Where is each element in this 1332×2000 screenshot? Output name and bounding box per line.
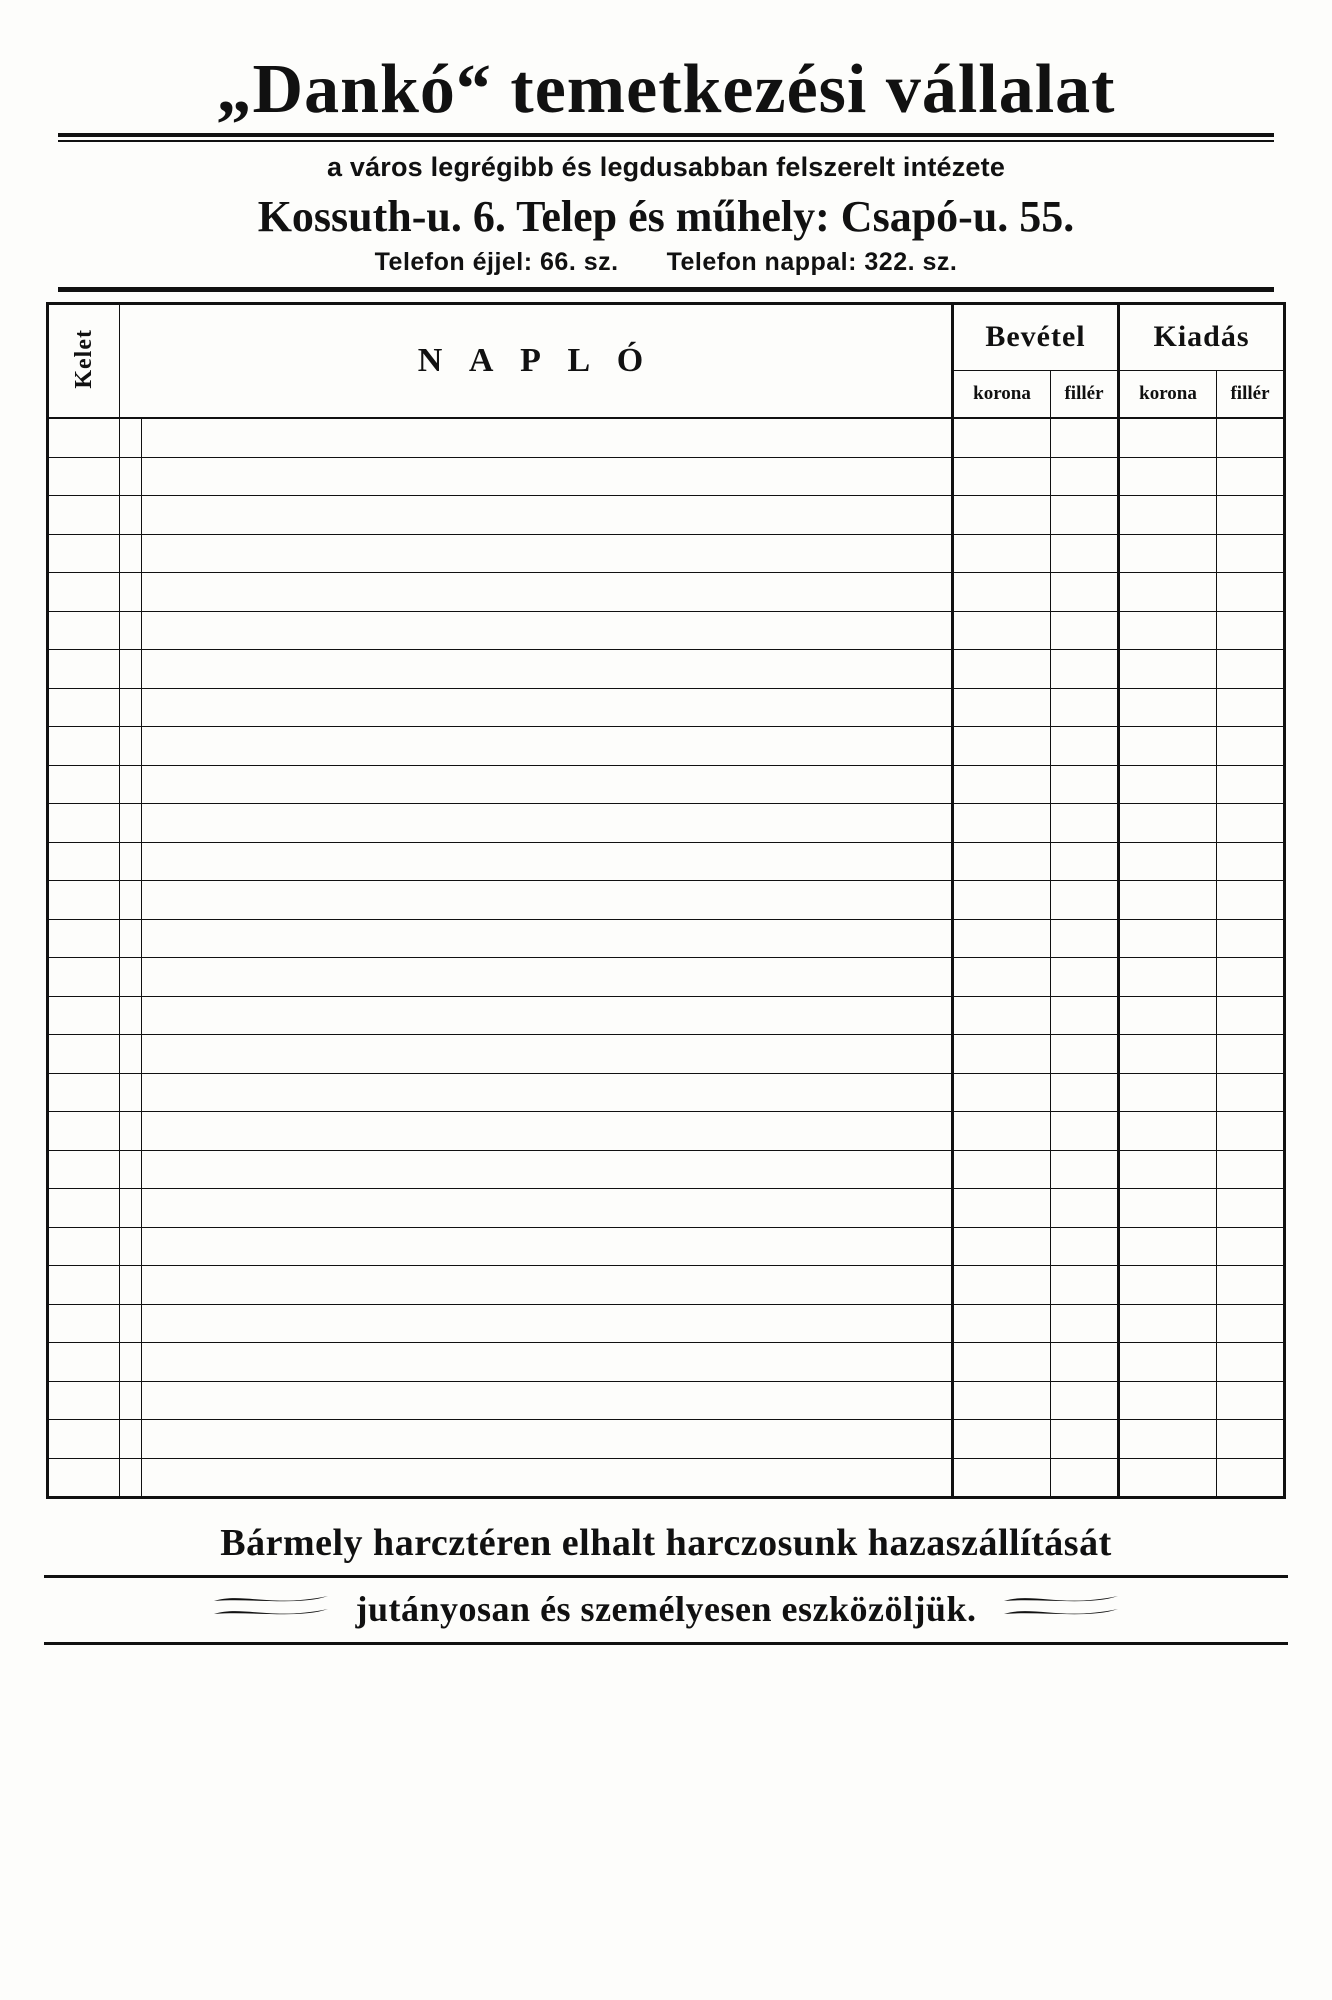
cell-expense-filler[interactable]	[1217, 1073, 1285, 1112]
cell-income-korona[interactable]	[953, 688, 1051, 727]
cell-expense-korona[interactable]	[1119, 611, 1217, 650]
cell-date[interactable]	[48, 1304, 120, 1343]
cell-journal[interactable]	[142, 1458, 953, 1498]
cell-date[interactable]	[48, 457, 120, 496]
cell-income-filler[interactable]	[1051, 1266, 1119, 1305]
cell-income-filler[interactable]	[1051, 1420, 1119, 1459]
footer-slogan	[44, 1521, 1288, 1645]
cell-income-korona[interactable]	[953, 881, 1051, 920]
cell-expense-korona[interactable]	[1119, 688, 1217, 727]
cell-date[interactable]	[48, 1458, 120, 1498]
cell-expense-korona[interactable]	[1119, 534, 1217, 573]
cell-date[interactable]	[48, 727, 120, 766]
cell-marker[interactable]	[120, 727, 142, 766]
cell-expense-korona[interactable]	[1119, 842, 1217, 881]
cell-income-korona[interactable]	[953, 842, 1051, 881]
cell-expense-korona[interactable]	[1119, 881, 1217, 920]
cell-marker[interactable]	[120, 1304, 142, 1343]
cell-expense-korona[interactable]	[1119, 804, 1217, 843]
cell-date[interactable]	[48, 958, 120, 997]
cell-income-filler[interactable]	[1051, 1035, 1119, 1074]
table-row[interactable]	[48, 1189, 1285, 1228]
cell-income-korona[interactable]	[953, 1458, 1051, 1498]
cell-income-filler[interactable]	[1051, 996, 1119, 1035]
table-row[interactable]	[48, 611, 1285, 650]
cell-expense-filler[interactable]	[1217, 1381, 1285, 1420]
cell-marker[interactable]	[120, 1189, 142, 1228]
cell-expense-filler[interactable]	[1217, 958, 1285, 997]
table-row[interactable]	[48, 842, 1285, 881]
cell-journal[interactable]	[142, 650, 953, 689]
cell-income-filler[interactable]	[1051, 573, 1119, 612]
cell-marker[interactable]	[120, 996, 142, 1035]
cell-journal[interactable]	[142, 1112, 953, 1151]
cell-marker[interactable]	[120, 881, 142, 920]
table-row[interactable]	[48, 534, 1285, 573]
table-row[interactable]	[48, 1227, 1285, 1266]
table-row[interactable]	[48, 804, 1285, 843]
table-row[interactable]	[48, 1035, 1285, 1074]
cell-date[interactable]	[48, 1112, 120, 1151]
cell-expense-filler[interactable]	[1217, 881, 1285, 920]
cell-expense-filler[interactable]	[1217, 688, 1285, 727]
phone-numbers	[52, 248, 1280, 277]
cell-income-korona[interactable]	[953, 765, 1051, 804]
cell-income-filler[interactable]	[1051, 1458, 1119, 1498]
cell-income-filler[interactable]	[1051, 842, 1119, 881]
cell-expense-filler[interactable]	[1217, 650, 1285, 689]
cell-journal[interactable]	[142, 1420, 953, 1459]
cell-journal[interactable]	[142, 457, 953, 496]
cell-expense-korona[interactable]	[1119, 1073, 1217, 1112]
cell-expense-korona[interactable]	[1119, 1035, 1217, 1074]
table-row[interactable]	[48, 996, 1285, 1035]
cell-income-filler[interactable]	[1051, 457, 1119, 496]
cell-expense-korona[interactable]	[1119, 1150, 1217, 1189]
table-row[interactable]	[48, 650, 1285, 689]
cell-expense-filler[interactable]	[1217, 996, 1285, 1035]
table-row[interactable]	[48, 727, 1285, 766]
cell-date[interactable]	[48, 1343, 120, 1382]
table-row[interactable]	[48, 1381, 1285, 1420]
phone-night: Telefon éjjel: 66. sz.	[374, 248, 619, 276]
cell-expense-korona[interactable]	[1119, 1343, 1217, 1382]
cell-date[interactable]	[48, 611, 120, 650]
cell-journal[interactable]	[142, 611, 953, 650]
cell-marker[interactable]	[120, 919, 142, 958]
cell-expense-korona[interactable]	[1119, 1227, 1217, 1266]
cell-income-korona[interactable]	[953, 650, 1051, 689]
table-row[interactable]	[48, 919, 1285, 958]
cell-income-korona[interactable]	[953, 919, 1051, 958]
cell-expense-filler[interactable]	[1217, 496, 1285, 535]
cell-income-korona[interactable]	[953, 1343, 1051, 1382]
cell-expense-filler[interactable]	[1217, 1266, 1285, 1305]
cell-journal[interactable]	[142, 1189, 953, 1228]
cell-marker[interactable]	[120, 1458, 142, 1498]
table-row[interactable]	[48, 573, 1285, 612]
cell-expense-korona[interactable]	[1119, 457, 1217, 496]
cell-expense-filler[interactable]	[1217, 418, 1285, 457]
cell-income-filler[interactable]	[1051, 958, 1119, 997]
cell-expense-filler[interactable]	[1217, 1304, 1285, 1343]
cell-marker[interactable]	[120, 765, 142, 804]
cell-expense-korona[interactable]	[1119, 573, 1217, 612]
cell-income-filler[interactable]	[1051, 1343, 1119, 1382]
cell-journal[interactable]	[142, 1343, 953, 1382]
cell-income-filler[interactable]	[1051, 534, 1119, 573]
cell-journal[interactable]	[142, 881, 953, 920]
cell-expense-filler[interactable]	[1217, 765, 1285, 804]
cell-date[interactable]	[48, 1381, 120, 1420]
column-header-journal: N A P L Ó	[120, 304, 953, 419]
cell-income-filler[interactable]	[1051, 496, 1119, 535]
cell-marker[interactable]	[120, 611, 142, 650]
cell-expense-filler[interactable]	[1217, 611, 1285, 650]
column-header-expense: Kiadás	[1119, 304, 1285, 371]
cell-income-filler[interactable]	[1051, 804, 1119, 843]
cell-expense-korona[interactable]	[1119, 958, 1217, 997]
cell-expense-filler[interactable]	[1217, 534, 1285, 573]
cell-date[interactable]	[48, 418, 120, 457]
cell-expense-filler[interactable]	[1217, 1150, 1285, 1189]
cell-date[interactable]	[48, 1189, 120, 1228]
cell-journal[interactable]	[142, 919, 953, 958]
table-row[interactable]	[48, 1343, 1285, 1382]
cell-expense-filler[interactable]	[1217, 1227, 1285, 1266]
cell-expense-filler[interactable]	[1217, 842, 1285, 881]
column-header-date: Kelet	[48, 304, 120, 419]
cell-income-korona[interactable]	[953, 958, 1051, 997]
cell-expense-filler[interactable]	[1217, 1343, 1285, 1382]
cell-expense-korona[interactable]	[1119, 650, 1217, 689]
cell-income-filler[interactable]	[1051, 1112, 1119, 1151]
table-row[interactable]	[48, 1112, 1285, 1151]
cell-income-korona[interactable]	[953, 1227, 1051, 1266]
cell-expense-korona[interactable]	[1119, 1266, 1217, 1305]
cell-income-filler[interactable]	[1051, 919, 1119, 958]
cell-expense-korona[interactable]	[1119, 418, 1217, 457]
cell-income-korona[interactable]	[953, 534, 1051, 573]
cell-journal[interactable]	[142, 1227, 953, 1266]
cell-income-korona[interactable]	[953, 804, 1051, 843]
company-subtitle: a város legrégibb és legdusabban felszerelt intézete	[326, 152, 1006, 182]
table-row[interactable]	[48, 418, 1285, 457]
cell-journal[interactable]	[142, 765, 953, 804]
cell-marker[interactable]	[120, 573, 142, 612]
cell-income-filler[interactable]	[1051, 1381, 1119, 1420]
cell-journal[interactable]	[142, 496, 953, 535]
cell-journal[interactable]	[142, 1035, 953, 1074]
table-row[interactable]	[48, 457, 1285, 496]
cell-expense-korona[interactable]	[1119, 1381, 1217, 1420]
unit-header-income-korona: korona	[953, 370, 1051, 418]
cell-expense-filler[interactable]	[1217, 1035, 1285, 1074]
cell-expense-filler[interactable]	[1217, 1189, 1285, 1228]
company-title: „Dankó“ temetkezési vállalat	[216, 51, 1116, 128]
footer-line-1: Bármely harcztéren elhalt harczosunk hazaszállítását	[220, 1522, 1112, 1564]
ornament-right-icon	[1002, 1590, 1120, 1629]
cell-expense-filler[interactable]	[1217, 1420, 1285, 1459]
cell-income-korona[interactable]	[953, 611, 1051, 650]
cell-date[interactable]	[48, 1073, 120, 1112]
cell-date[interactable]	[48, 804, 120, 843]
cell-journal[interactable]	[142, 1266, 953, 1305]
cell-date[interactable]	[48, 496, 120, 535]
cell-marker[interactable]	[120, 842, 142, 881]
unit-header-expense-korona: korona	[1119, 370, 1217, 418]
cell-expense-filler[interactable]	[1217, 727, 1285, 766]
cell-income-filler[interactable]	[1051, 881, 1119, 920]
cell-date[interactable]	[48, 534, 120, 573]
cell-expense-korona[interactable]	[1119, 1304, 1217, 1343]
table-row[interactable]	[48, 1304, 1285, 1343]
cell-marker[interactable]	[120, 496, 142, 535]
ornament-left-icon	[212, 1590, 330, 1629]
cell-income-korona[interactable]	[953, 727, 1051, 766]
cell-expense-filler[interactable]	[1217, 919, 1285, 958]
cell-income-filler[interactable]	[1051, 1227, 1119, 1266]
cell-journal[interactable]	[142, 842, 953, 881]
cell-income-korona[interactable]	[953, 1381, 1051, 1420]
cell-journal[interactable]	[142, 1073, 953, 1112]
footer-divider-bottom	[44, 1642, 1288, 1645]
cell-date[interactable]	[48, 573, 120, 612]
cell-income-filler[interactable]	[1051, 1150, 1119, 1189]
cell-income-filler[interactable]	[1051, 727, 1119, 766]
cell-income-korona[interactable]	[953, 1150, 1051, 1189]
cell-income-filler[interactable]	[1051, 650, 1119, 689]
cell-date[interactable]	[48, 1266, 120, 1305]
table-row[interactable]	[48, 1420, 1285, 1459]
cell-income-korona[interactable]	[953, 1073, 1051, 1112]
table-row[interactable]	[48, 958, 1285, 997]
cell-income-korona[interactable]	[953, 573, 1051, 612]
cell-income-filler[interactable]	[1051, 765, 1119, 804]
table-row[interactable]	[48, 1458, 1285, 1498]
cell-expense-korona[interactable]	[1119, 1112, 1217, 1151]
cell-date[interactable]	[48, 996, 120, 1035]
table-row[interactable]	[48, 881, 1285, 920]
cell-marker[interactable]	[120, 418, 142, 457]
cell-expense-korona[interactable]	[1119, 1189, 1217, 1228]
letterhead	[0, 0, 1332, 292]
cell-expense-filler[interactable]	[1217, 1458, 1285, 1498]
cell-income-filler[interactable]	[1051, 1304, 1119, 1343]
cell-date[interactable]	[48, 1227, 120, 1266]
cell-marker[interactable]	[120, 688, 142, 727]
cell-journal[interactable]	[142, 1304, 953, 1343]
cell-marker[interactable]	[120, 1112, 142, 1151]
ledger-table	[46, 302, 1286, 1499]
cell-income-korona[interactable]	[953, 418, 1051, 457]
cell-income-filler[interactable]	[1051, 688, 1119, 727]
cell-journal[interactable]	[142, 958, 953, 997]
cell-expense-korona[interactable]	[1119, 1458, 1217, 1498]
cell-marker[interactable]	[120, 1035, 142, 1074]
cell-marker[interactable]	[120, 1381, 142, 1420]
cell-marker[interactable]	[120, 1150, 142, 1189]
cell-marker[interactable]	[120, 534, 142, 573]
header-divider-heavy	[58, 287, 1274, 292]
cell-income-korona[interactable]	[953, 457, 1051, 496]
cell-date[interactable]	[48, 1420, 120, 1459]
cell-date[interactable]	[48, 650, 120, 689]
ledger-header	[48, 304, 1285, 419]
cell-income-filler[interactable]	[1051, 1189, 1119, 1228]
cell-date[interactable]	[48, 765, 120, 804]
cell-journal[interactable]	[142, 1381, 953, 1420]
cell-date[interactable]	[48, 1035, 120, 1074]
table-row[interactable]	[48, 1150, 1285, 1189]
cell-journal[interactable]	[142, 996, 953, 1035]
cell-journal[interactable]	[142, 727, 953, 766]
cell-marker[interactable]	[120, 1420, 142, 1459]
cell-date[interactable]	[48, 919, 120, 958]
cell-marker[interactable]	[120, 650, 142, 689]
company-address: Kossuth-u. 6. Telep és műhely: Csapó-u. 55.	[257, 192, 1075, 241]
cell-marker[interactable]	[120, 1266, 142, 1305]
cell-date[interactable]	[48, 688, 120, 727]
cell-date[interactable]	[48, 881, 120, 920]
cell-income-filler[interactable]	[1051, 1073, 1119, 1112]
cell-expense-filler[interactable]	[1217, 457, 1285, 496]
cell-income-filler[interactable]	[1051, 611, 1119, 650]
cell-date[interactable]	[48, 1150, 120, 1189]
cell-marker[interactable]	[120, 457, 142, 496]
cell-income-korona[interactable]	[953, 1266, 1051, 1305]
cell-income-filler[interactable]	[1051, 418, 1119, 457]
cell-journal[interactable]	[142, 573, 953, 612]
cell-expense-korona[interactable]	[1119, 1420, 1217, 1459]
table-row[interactable]	[48, 765, 1285, 804]
cell-expense-korona[interactable]	[1119, 996, 1217, 1035]
cell-journal[interactable]	[142, 534, 953, 573]
cell-income-korona[interactable]	[953, 1189, 1051, 1228]
cell-marker[interactable]	[120, 1343, 142, 1382]
cell-marker[interactable]	[120, 804, 142, 843]
footer-divider-top	[44, 1575, 1288, 1578]
ledger-body	[48, 418, 1285, 1498]
unit-header-expense-filler: fillér	[1217, 370, 1285, 418]
cell-date[interactable]	[48, 842, 120, 881]
cell-journal[interactable]	[142, 804, 953, 843]
cell-expense-filler[interactable]	[1217, 1112, 1285, 1151]
cell-journal[interactable]	[142, 1150, 953, 1189]
table-row[interactable]	[48, 688, 1285, 727]
cell-income-korona[interactable]	[953, 996, 1051, 1035]
cell-expense-korona[interactable]	[1119, 496, 1217, 535]
cell-expense-filler[interactable]	[1217, 573, 1285, 612]
cell-marker[interactable]	[120, 958, 142, 997]
column-header-income: Bevétel	[953, 304, 1119, 371]
phone-day: Telefon nappal: 322. sz.	[666, 248, 958, 276]
cell-marker[interactable]	[120, 1073, 142, 1112]
cell-expense-filler[interactable]	[1217, 804, 1285, 843]
table-row[interactable]	[48, 1073, 1285, 1112]
header-divider-double	[58, 133, 1274, 142]
cell-journal[interactable]	[142, 688, 953, 727]
cell-income-korona[interactable]	[953, 1112, 1051, 1151]
cell-journal[interactable]	[142, 418, 953, 457]
cell-income-korona[interactable]	[953, 1035, 1051, 1074]
unit-header-income-filler: fillér	[1051, 370, 1119, 418]
cell-marker[interactable]	[120, 1227, 142, 1266]
cell-expense-korona[interactable]	[1119, 727, 1217, 766]
cell-income-korona[interactable]	[953, 496, 1051, 535]
cell-income-korona[interactable]	[953, 1304, 1051, 1343]
footer-line-2: jutányosan és személyesen eszközöljük.	[355, 1589, 977, 1629]
table-row[interactable]	[48, 496, 1285, 535]
cell-expense-korona[interactable]	[1119, 765, 1217, 804]
table-row[interactable]	[48, 1266, 1285, 1305]
cell-expense-korona[interactable]	[1119, 919, 1217, 958]
cell-income-korona[interactable]	[953, 1420, 1051, 1459]
